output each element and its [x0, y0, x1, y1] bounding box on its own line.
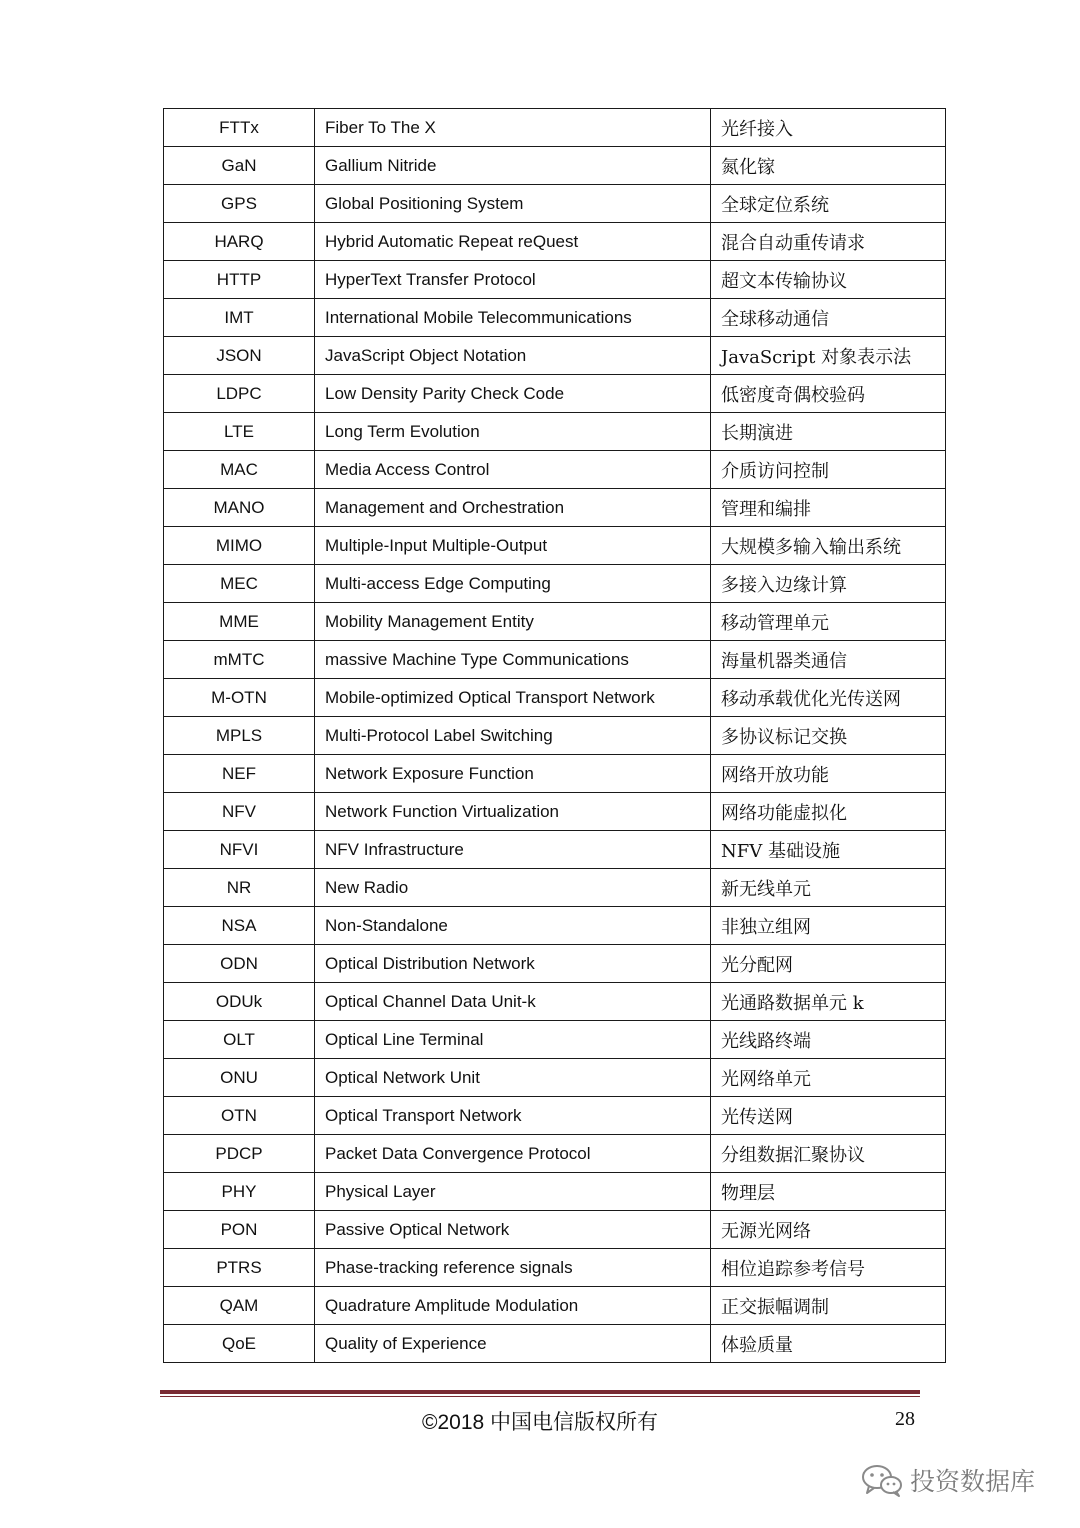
abbreviation-cell: QAM — [164, 1287, 315, 1325]
full-term-cell: Optical Distribution Network — [315, 945, 711, 983]
full-term-cell: Long Term Evolution — [315, 413, 711, 451]
abbreviation-cell: LDPC — [164, 375, 315, 413]
abbreviation-cell: MIMO — [164, 527, 315, 565]
full-term-cell: Passive Optical Network — [315, 1211, 711, 1249]
chinese-term-cell: 全球移动通信 — [711, 299, 946, 337]
table-row — [164, 641, 946, 679]
abbreviation-cell: PHY — [164, 1173, 315, 1211]
chinese-term-cell: 光网络单元 — [711, 1059, 946, 1097]
glossary-body — [164, 109, 946, 1363]
abbreviation-cell: ONU — [164, 1059, 315, 1097]
table-row — [164, 109, 946, 147]
abbreviation-cell: NR — [164, 869, 315, 907]
table-row — [164, 375, 946, 413]
abbreviation-cell: NEF — [164, 755, 315, 793]
chinese-term-cell: 移动管理单元 — [711, 603, 946, 641]
chinese-term-cell: 管理和编排 — [711, 489, 946, 527]
full-term-cell: Optical Channel Data Unit-k — [315, 983, 711, 1021]
abbreviation-cell: NFV — [164, 793, 315, 831]
table-row — [164, 1249, 946, 1287]
chinese-term-cell: 网络功能虚拟化 — [711, 793, 946, 831]
full-term-cell: Hybrid Automatic Repeat reQuest — [315, 223, 711, 261]
chinese-term-cell: 大规模多输入输出系统 — [711, 527, 946, 565]
chinese-term-cell: 超文本传输协议 — [711, 261, 946, 299]
full-term-cell: Multi-Protocol Label Switching — [315, 717, 711, 755]
chinese-term-cell: 网络开放功能 — [711, 755, 946, 793]
abbreviation-cell: IMT — [164, 299, 315, 337]
page-number: 28 — [895, 1408, 915, 1430]
table-row — [164, 679, 946, 717]
table-row — [164, 869, 946, 907]
full-term-cell: Phase-tracking reference signals — [315, 1249, 711, 1287]
watermark — [860, 1460, 1035, 1500]
table-row — [164, 907, 946, 945]
full-term-cell: New Radio — [315, 869, 711, 907]
chinese-term-cell: 分组数据汇聚协议 — [711, 1135, 946, 1173]
full-term-cell: Non-Standalone — [315, 907, 711, 945]
chinese-term-cell: 新无线单元 — [711, 869, 946, 907]
abbreviation-cell: QoE — [164, 1325, 315, 1363]
table-row — [164, 261, 946, 299]
table-row — [164, 489, 946, 527]
table-row — [164, 983, 946, 1021]
table-row — [164, 299, 946, 337]
chinese-term-cell: 物理层 — [711, 1173, 946, 1211]
abbreviation-cell: FTTx — [164, 109, 315, 147]
abbreviation-cell: LTE — [164, 413, 315, 451]
table-row — [164, 717, 946, 755]
chinese-term-cell: 光纤接入 — [711, 109, 946, 147]
full-term-cell: Low Density Parity Check Code — [315, 375, 711, 413]
abbreviation-cell: PDCP — [164, 1135, 315, 1173]
footer-rule-thin — [160, 1396, 920, 1397]
table-row — [164, 565, 946, 603]
table-row — [164, 185, 946, 223]
table-row — [164, 413, 946, 451]
chinese-term-cell: 正交振幅调制 — [711, 1287, 946, 1325]
chinese-term-cell: 混合自动重传请求 — [711, 223, 946, 261]
abbreviation-cell: M-OTN — [164, 679, 315, 717]
chinese-term-cell: NFV 基础设施 — [711, 831, 946, 869]
chinese-term-cell: 长期演进 — [711, 413, 946, 451]
chinese-term-cell: 多协议标记交换 — [711, 717, 946, 755]
chinese-term-cell: 相位追踪参考信号 — [711, 1249, 946, 1287]
abbreviation-cell: MEC — [164, 565, 315, 603]
footer-rule-thick — [160, 1390, 920, 1394]
full-term-cell: Media Access Control — [315, 451, 711, 489]
full-term-cell: Optical Network Unit — [315, 1059, 711, 1097]
abbreviation-cell: ODN — [164, 945, 315, 983]
table-row — [164, 337, 946, 375]
full-term-cell: Global Positioning System — [315, 185, 711, 223]
full-term-cell: Gallium Nitride — [315, 147, 711, 185]
chinese-term-cell: 海量机器类通信 — [711, 641, 946, 679]
abbreviation-cell: MME — [164, 603, 315, 641]
full-term-cell: Network Exposure Function — [315, 755, 711, 793]
abbreviation-cell: JSON — [164, 337, 315, 375]
table-row — [164, 831, 946, 869]
full-term-cell: Multi-access Edge Computing — [315, 565, 711, 603]
table-row — [164, 1135, 946, 1173]
full-term-cell: Mobile-optimized Optical Transport Network — [315, 679, 711, 717]
table-row — [164, 451, 946, 489]
full-term-cell: NFV Infrastructure — [315, 831, 711, 869]
chinese-term-cell: 氮化镓 — [711, 147, 946, 185]
abbreviation-cell: OLT — [164, 1021, 315, 1059]
table-row — [164, 223, 946, 261]
chinese-term-cell: 多接入边缘计算 — [711, 565, 946, 603]
abbreviation-cell: MANO — [164, 489, 315, 527]
table-row — [164, 793, 946, 831]
full-term-cell: Multiple-Input Multiple-Output — [315, 527, 711, 565]
chinese-term-cell: 介质访问控制 — [711, 451, 946, 489]
chinese-term-cell: 光通路数据单元 k — [711, 983, 946, 1021]
chinese-term-cell: 移动承载优化光传送网 — [711, 679, 946, 717]
abbreviation-cell: HTTP — [164, 261, 315, 299]
full-term-cell: Quadrature Amplitude Modulation — [315, 1287, 711, 1325]
table-row — [164, 147, 946, 185]
watermark-text: 投资数据库 — [910, 1468, 1036, 1496]
wechat-icon — [860, 1462, 904, 1498]
full-term-cell: Mobility Management Entity — [315, 603, 711, 641]
full-term-cell: Management and Orchestration — [315, 489, 711, 527]
chinese-term-cell: 非独立组网 — [711, 907, 946, 945]
chinese-term-cell: 低密度奇偶校验码 — [711, 375, 946, 413]
table-row — [164, 1211, 946, 1249]
abbreviation-cell: GaN — [164, 147, 315, 185]
chinese-term-cell: 无源光网络 — [711, 1211, 946, 1249]
full-term-cell: Packet Data Convergence Protocol — [315, 1135, 711, 1173]
abbreviation-cell: ODUk — [164, 983, 315, 1021]
full-term-cell: Physical Layer — [315, 1173, 711, 1211]
copyright-notice: ©2018 中国电信版权所有 — [421, 1411, 659, 1434]
table-row — [164, 945, 946, 983]
full-term-cell: International Mobile Telecommunications — [315, 299, 711, 337]
abbreviation-cell: OTN — [164, 1097, 315, 1135]
glossary-table — [163, 108, 946, 1363]
abbreviation-cell: NFVI — [164, 831, 315, 869]
full-term-cell: Optical Transport Network — [315, 1097, 711, 1135]
abbreviation-cell: mMTC — [164, 641, 315, 679]
table-row — [164, 527, 946, 565]
chinese-term-cell: 光传送网 — [711, 1097, 946, 1135]
full-term-cell: Quality of Experience — [315, 1325, 711, 1363]
full-term-cell: massive Machine Type Communications — [315, 641, 711, 679]
chinese-term-cell: 全球定位系统 — [711, 185, 946, 223]
abbreviation-cell: MPLS — [164, 717, 315, 755]
table-row — [164, 1021, 946, 1059]
chinese-term-cell: 体验质量 — [711, 1325, 946, 1363]
full-term-cell: Optical Line Terminal — [315, 1021, 711, 1059]
full-term-cell: Network Function Virtualization — [315, 793, 711, 831]
full-term-cell: HyperText Transfer Protocol — [315, 261, 711, 299]
table-row — [164, 1325, 946, 1363]
abbreviation-cell: PTRS — [164, 1249, 315, 1287]
table-row — [164, 603, 946, 641]
abbreviation-cell: GPS — [164, 185, 315, 223]
table-row — [164, 755, 946, 793]
chinese-term-cell: 光分配网 — [711, 945, 946, 983]
table-row — [164, 1097, 946, 1135]
abbreviation-cell: PON — [164, 1211, 315, 1249]
chinese-term-cell: 光线路终端 — [711, 1021, 946, 1059]
chinese-term-cell: JavaScript 对象表示法 — [711, 337, 946, 375]
abbreviation-cell: MAC — [164, 451, 315, 489]
full-term-cell: Fiber To The X — [315, 109, 711, 147]
table-row — [164, 1173, 946, 1211]
table-row — [164, 1287, 946, 1325]
full-term-cell: JavaScript Object Notation — [315, 337, 711, 375]
abbreviation-cell: HARQ — [164, 223, 315, 261]
abbreviation-cell: NSA — [164, 907, 315, 945]
table-row — [164, 1059, 946, 1097]
